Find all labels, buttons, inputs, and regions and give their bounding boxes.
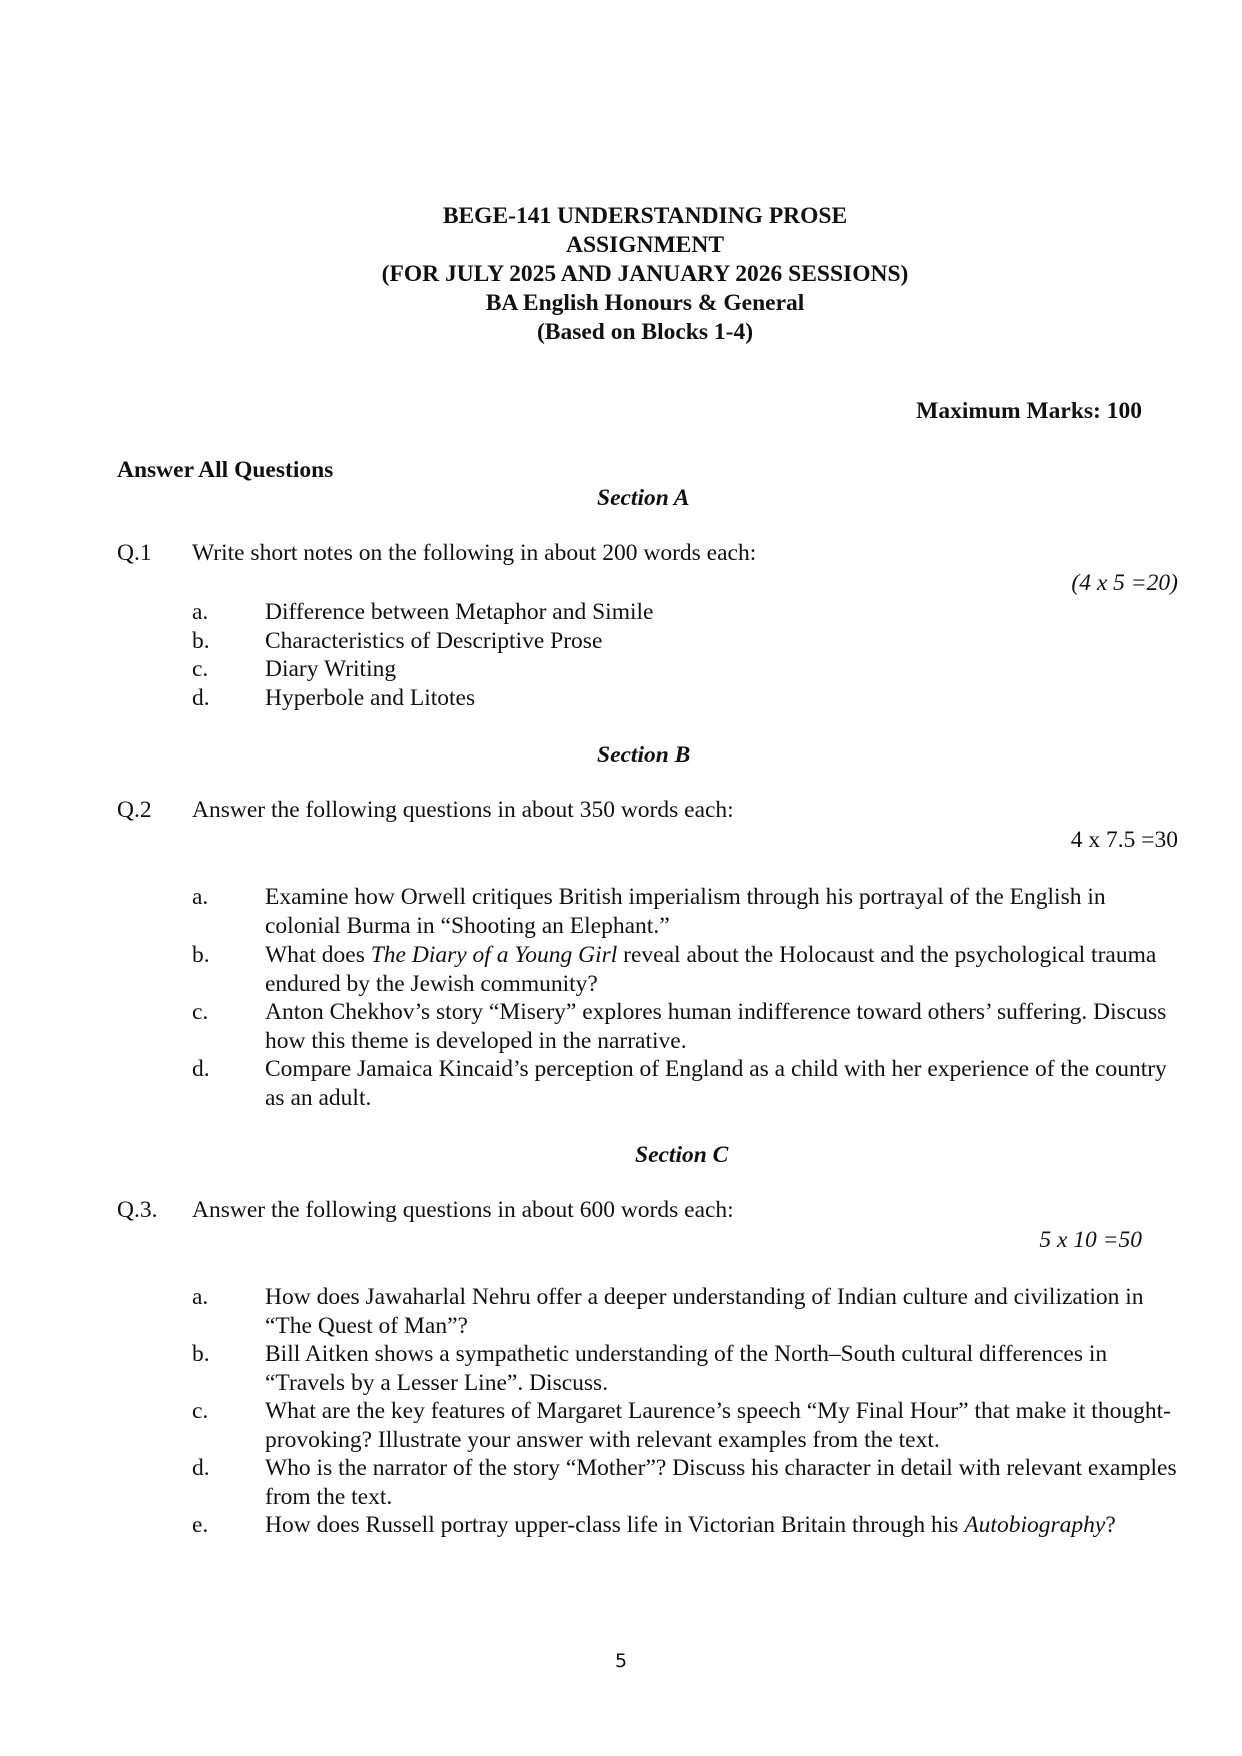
item-letter: c. <box>192 656 209 682</box>
item-text <box>265 941 1180 999</box>
item-text: Hyperbole and Litotes <box>265 685 476 711</box>
item-text: Characteristics of Descriptive Prose <box>265 628 603 654</box>
question-number: Q.2 <box>117 797 152 823</box>
section-c-title: Section C <box>635 1142 729 1168</box>
book-title: The Diary of a Young Girl <box>370 942 618 968</box>
item-letter: e. <box>192 1512 209 1538</box>
section-a-title: Section A <box>597 485 690 511</box>
question-prompt: Answer the following questions in about 350 words each: <box>192 797 734 823</box>
item-text <box>265 1511 1205 1540</box>
course-title: BEGE-141 UNDERSTANDING PROSE <box>442 203 848 229</box>
item-text-part: How does Russell portray upper-class life in Victorian Britain through his <box>265 1512 965 1538</box>
book-title: Autobiography <box>964 1512 1106 1538</box>
item-letter: d. <box>192 1455 210 1481</box>
item-text: Who is the narrator of the story “Mother”? Discuss his character in detail with relevant examples from the text. <box>265 1455 1177 1510</box>
question-marks: 5 x 10 =50 <box>1039 1227 1142 1253</box>
item-letter: d. <box>192 685 210 711</box>
question-number: Q.1 <box>117 540 152 566</box>
assignment-header <box>0 202 1242 347</box>
item-text: Diary Writing <box>265 656 397 682</box>
section-b-title: Section B <box>597 742 691 768</box>
item-letter: c. <box>192 999 209 1025</box>
question-marks: (4 x 5 =20) <box>1071 570 1178 596</box>
item-text: Compare Jamaica Kincaid’s perception of England as a child with her experience of the country as an adult. <box>265 1056 1167 1111</box>
page-number: 5 <box>614 1650 628 1672</box>
item-letter: a. <box>192 599 209 625</box>
session-info: (FOR JULY 2025 AND JANUARY 2026 SESSIONS) <box>381 261 909 287</box>
assignment-label: ASSIGNMENT <box>565 232 724 258</box>
item-letter: c. <box>192 1398 209 1424</box>
item-text: Anton Chekhov’s story “Misery” explores human indifference toward others’ suffering. Discuss how this theme is developed in the narrative. <box>265 999 1167 1054</box>
item-text-part: reveal about the Holocaust and the psychological trauma endured by the Jewish community? <box>265 942 1157 997</box>
item-text: Examine how Orwell critiques British imperialism through his portrayal of the English in colonial Burma in “Shooting an Elephant.” <box>265 884 1106 939</box>
item-text-part: What does <box>265 942 371 968</box>
maximum-marks: Maximum Marks: 100 <box>916 398 1142 424</box>
item-letter: b. <box>192 628 210 654</box>
blocks-info: (Based on Blocks 1-4) <box>536 319 754 345</box>
item-text: How does Jawaharlal Nehru offer a deeper understanding of Indian culture and civilization in “The Quest of Man”? <box>265 1284 1144 1339</box>
item-text-part: ? <box>1105 1512 1116 1538</box>
instruction: Answer All Questions <box>117 457 334 483</box>
item-text: Bill Aitken shows a sympathetic understanding of the North–South cultural differences in “Travels by a Lesser Line”. Discuss. <box>265 1341 1108 1396</box>
question-prompt: Write short notes on the following in about 200 words each: <box>192 540 757 566</box>
item-letter: a. <box>192 884 209 910</box>
item-letter: a. <box>192 1284 209 1310</box>
item-text: Difference between Metaphor and Simile <box>265 599 654 625</box>
question-number: Q.3. <box>117 1197 158 1223</box>
question-marks: 4 x 7.5 =30 <box>1070 827 1178 853</box>
programme-name: BA English Honours & General <box>485 290 805 316</box>
item-text: What are the key features of Margaret Laurence’s speech “My Final Hour” that make it thought-provoking? Illustrate your answer with relevant examples from the text. <box>265 1398 1171 1453</box>
item-letter: b. <box>192 942 210 968</box>
item-letter: d. <box>192 1056 210 1082</box>
item-letter: b. <box>192 1341 210 1367</box>
question-prompt: Answer the following questions in about 600 words each: <box>192 1197 734 1223</box>
